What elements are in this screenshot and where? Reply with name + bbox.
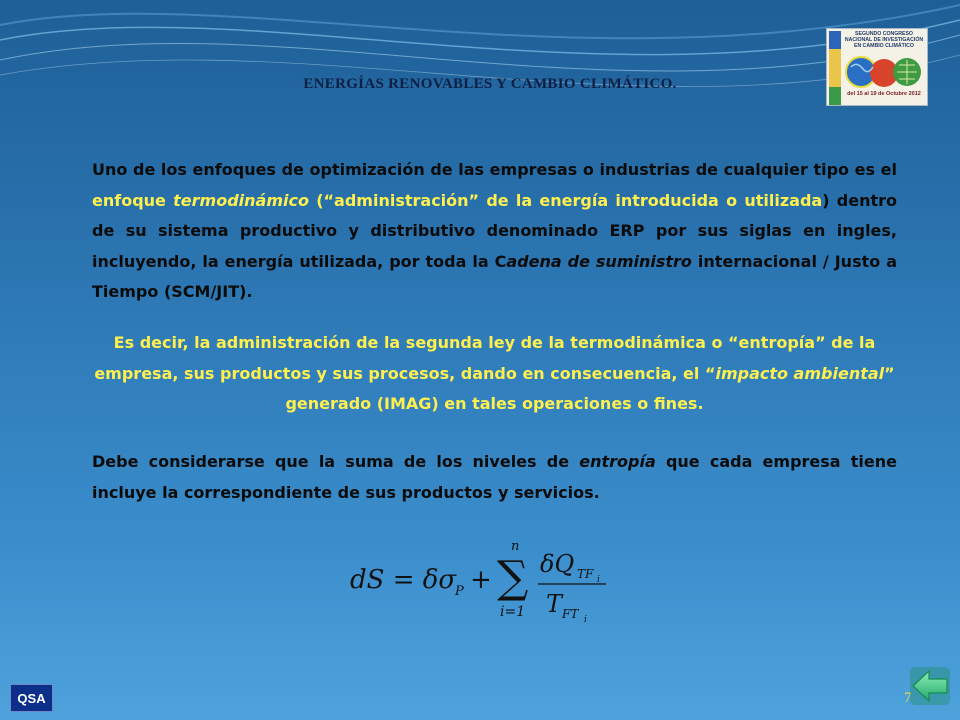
formula-denominator-sub: FT bbox=[562, 607, 579, 621]
back-arrow-icon[interactable] bbox=[909, 666, 951, 706]
p3-italic: entropía bbox=[579, 452, 656, 471]
formula-numerator-subsub: i bbox=[597, 575, 600, 585]
p1-italic: adena de suministro bbox=[506, 251, 692, 271]
p1-highlight-1: enfoque bbox=[92, 190, 174, 210]
formula-sum-top: n bbox=[511, 540, 520, 554]
paragraph-entropy bbox=[92, 328, 897, 420]
p3-text-1: Debe considerarse que la suma de los niveles de bbox=[92, 452, 580, 471]
formula-sigma: ∑ bbox=[497, 552, 529, 603]
entropy-formula bbox=[348, 540, 616, 626]
logo-title: SEGUNDO CONGRESO NACIONAL DE INVESTIGACIÓN EN CAMBIO CLIMÁTICO bbox=[844, 31, 924, 49]
formula-denominator: T bbox=[546, 590, 563, 618]
p3-text-2: que cada empresa tiene incluye la correspondiente de sus productos y servicios. bbox=[92, 452, 898, 502]
p2-text-1: Es decir, la administración de la segunda ley de la termodinámica o “entropía” de la empresa, sus productos y sus procesos, dando en consecuencia, el “ bbox=[94, 333, 876, 383]
header-title: ENERGÍAS RENOVABLES Y CAMBIO CLIMÁTICO. bbox=[303, 76, 677, 92]
logo-dates: del 15 al 19 de Octubre 2012 bbox=[847, 91, 921, 97]
p1-highlight-2: termodinámico bbox=[173, 190, 309, 210]
paragraph-erp bbox=[92, 155, 897, 308]
formula-svg bbox=[348, 540, 616, 626]
p1-text-3: internacional / Justo a Tiempo (SCM/JIT). bbox=[92, 251, 898, 301]
p2-italic: impacto ambiental bbox=[715, 363, 885, 383]
header-swoosh bbox=[0, 0, 960, 130]
page-number: 7 bbox=[904, 690, 912, 706]
congress-logo bbox=[826, 28, 928, 106]
p1-highlight-3: (“administración” de la energía introducida o utilizada bbox=[308, 190, 823, 210]
formula-lhs-sub: P bbox=[455, 584, 464, 599]
formula-sum-bottom: i=1 bbox=[500, 604, 526, 620]
formula-numerator-sub: TF bbox=[577, 567, 594, 581]
p1-text-1: Uno de los enfoques de optimización de las empresas o industrias de cualquier tipo es el bbox=[92, 160, 897, 179]
p1-text-2: ) dentro de su sistema productivo y distributivo denominado ERP por sus siglas en ingles, incluyendo, la energía utilizada, por toda la C bbox=[92, 190, 897, 271]
qsa-logo: QSA bbox=[10, 684, 53, 712]
formula-denominator-subsub: i bbox=[584, 615, 587, 625]
formula-lhs: dS = δσ bbox=[350, 565, 457, 595]
p2-text-2: ” generado (IMAG) en tales operaciones o fines. bbox=[285, 363, 895, 413]
formula-plus: + bbox=[470, 565, 492, 595]
formula-numerator: δQ bbox=[540, 550, 575, 578]
paragraph-sum bbox=[92, 447, 897, 508]
